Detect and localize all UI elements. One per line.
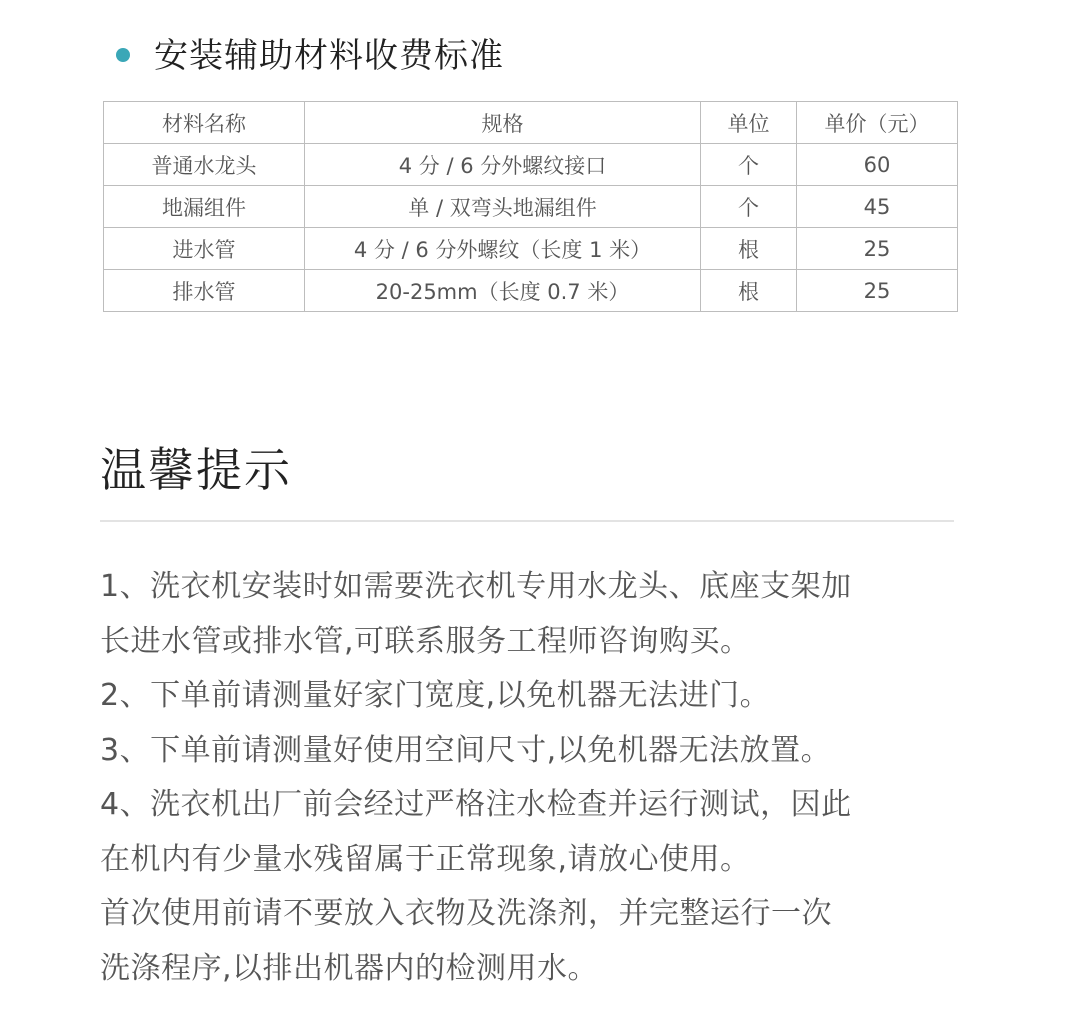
cell-unit: 根 bbox=[701, 270, 797, 312]
cell-unit-price: 60 bbox=[797, 144, 958, 186]
fee-table bbox=[103, 101, 958, 312]
cell-material-name: 普通水龙头 bbox=[104, 144, 305, 186]
cell-material-name: 进水管 bbox=[104, 228, 305, 270]
table-row bbox=[104, 144, 958, 186]
cell-spec: 20-25mm（长度 0.7 米） bbox=[305, 270, 701, 312]
table-header-row bbox=[104, 102, 958, 144]
tip-line: 在机内有少量水残留属于正常现象,请放心使用。 bbox=[100, 841, 751, 877]
tip-line: 4、洗衣机出厂前会经过严格注水检查并运行测试，因此 bbox=[100, 787, 852, 822]
header-unit-price: 单价（元） bbox=[797, 102, 958, 144]
tip-line: 3、下单前请测量好使用空间尺寸,以免机器无法放置。 bbox=[100, 732, 832, 768]
tip-line: 洗涤程序,以排出机器内的检测用水。 bbox=[100, 950, 599, 986]
tip-line: 2、下单前请测量好家门宽度,以免机器无法进门。 bbox=[100, 678, 771, 713]
cell-unit: 根 bbox=[701, 228, 797, 270]
section-header bbox=[116, 28, 504, 76]
tip-line: 长进水管或排水管,可联系服务工程师咨询购买。 bbox=[100, 623, 751, 659]
cell-spec: 4 分 / 6 分外螺纹接口 bbox=[305, 144, 701, 186]
section-title: 安装辅助材料收费标准 bbox=[154, 35, 504, 76]
cell-unit-price: 25 bbox=[797, 228, 958, 270]
header-material-name: 材料名称 bbox=[104, 102, 305, 144]
tip-line: 首次使用前请不要放入衣物及洗涤剂，并完整运行一次 bbox=[100, 896, 832, 931]
cell-unit-price: 25 bbox=[797, 270, 958, 312]
cell-spec: 单 / 双弯头地漏组件 bbox=[305, 186, 701, 228]
divider bbox=[100, 520, 954, 522]
table-row bbox=[104, 186, 958, 228]
cell-unit-price: 45 bbox=[797, 186, 958, 228]
cell-unit: 个 bbox=[701, 144, 797, 186]
bullet-dot-icon bbox=[116, 48, 130, 62]
cell-spec: 4 分 / 6 分外螺纹（长度 1 米） bbox=[305, 228, 701, 270]
header-spec: 规格 bbox=[305, 102, 701, 144]
cell-unit: 个 bbox=[701, 186, 797, 228]
table-row bbox=[104, 270, 958, 312]
cell-material-name: 地漏组件 bbox=[104, 186, 305, 228]
tips-title: 温馨提示 bbox=[100, 443, 292, 497]
header-unit: 单位 bbox=[701, 102, 797, 144]
cell-material-name: 排水管 bbox=[104, 270, 305, 312]
tips-body bbox=[100, 560, 980, 996]
table-row bbox=[104, 228, 958, 270]
tip-line: 1、洗衣机安装时如需要洗衣机专用水龙头、底座支架加 bbox=[100, 569, 852, 604]
